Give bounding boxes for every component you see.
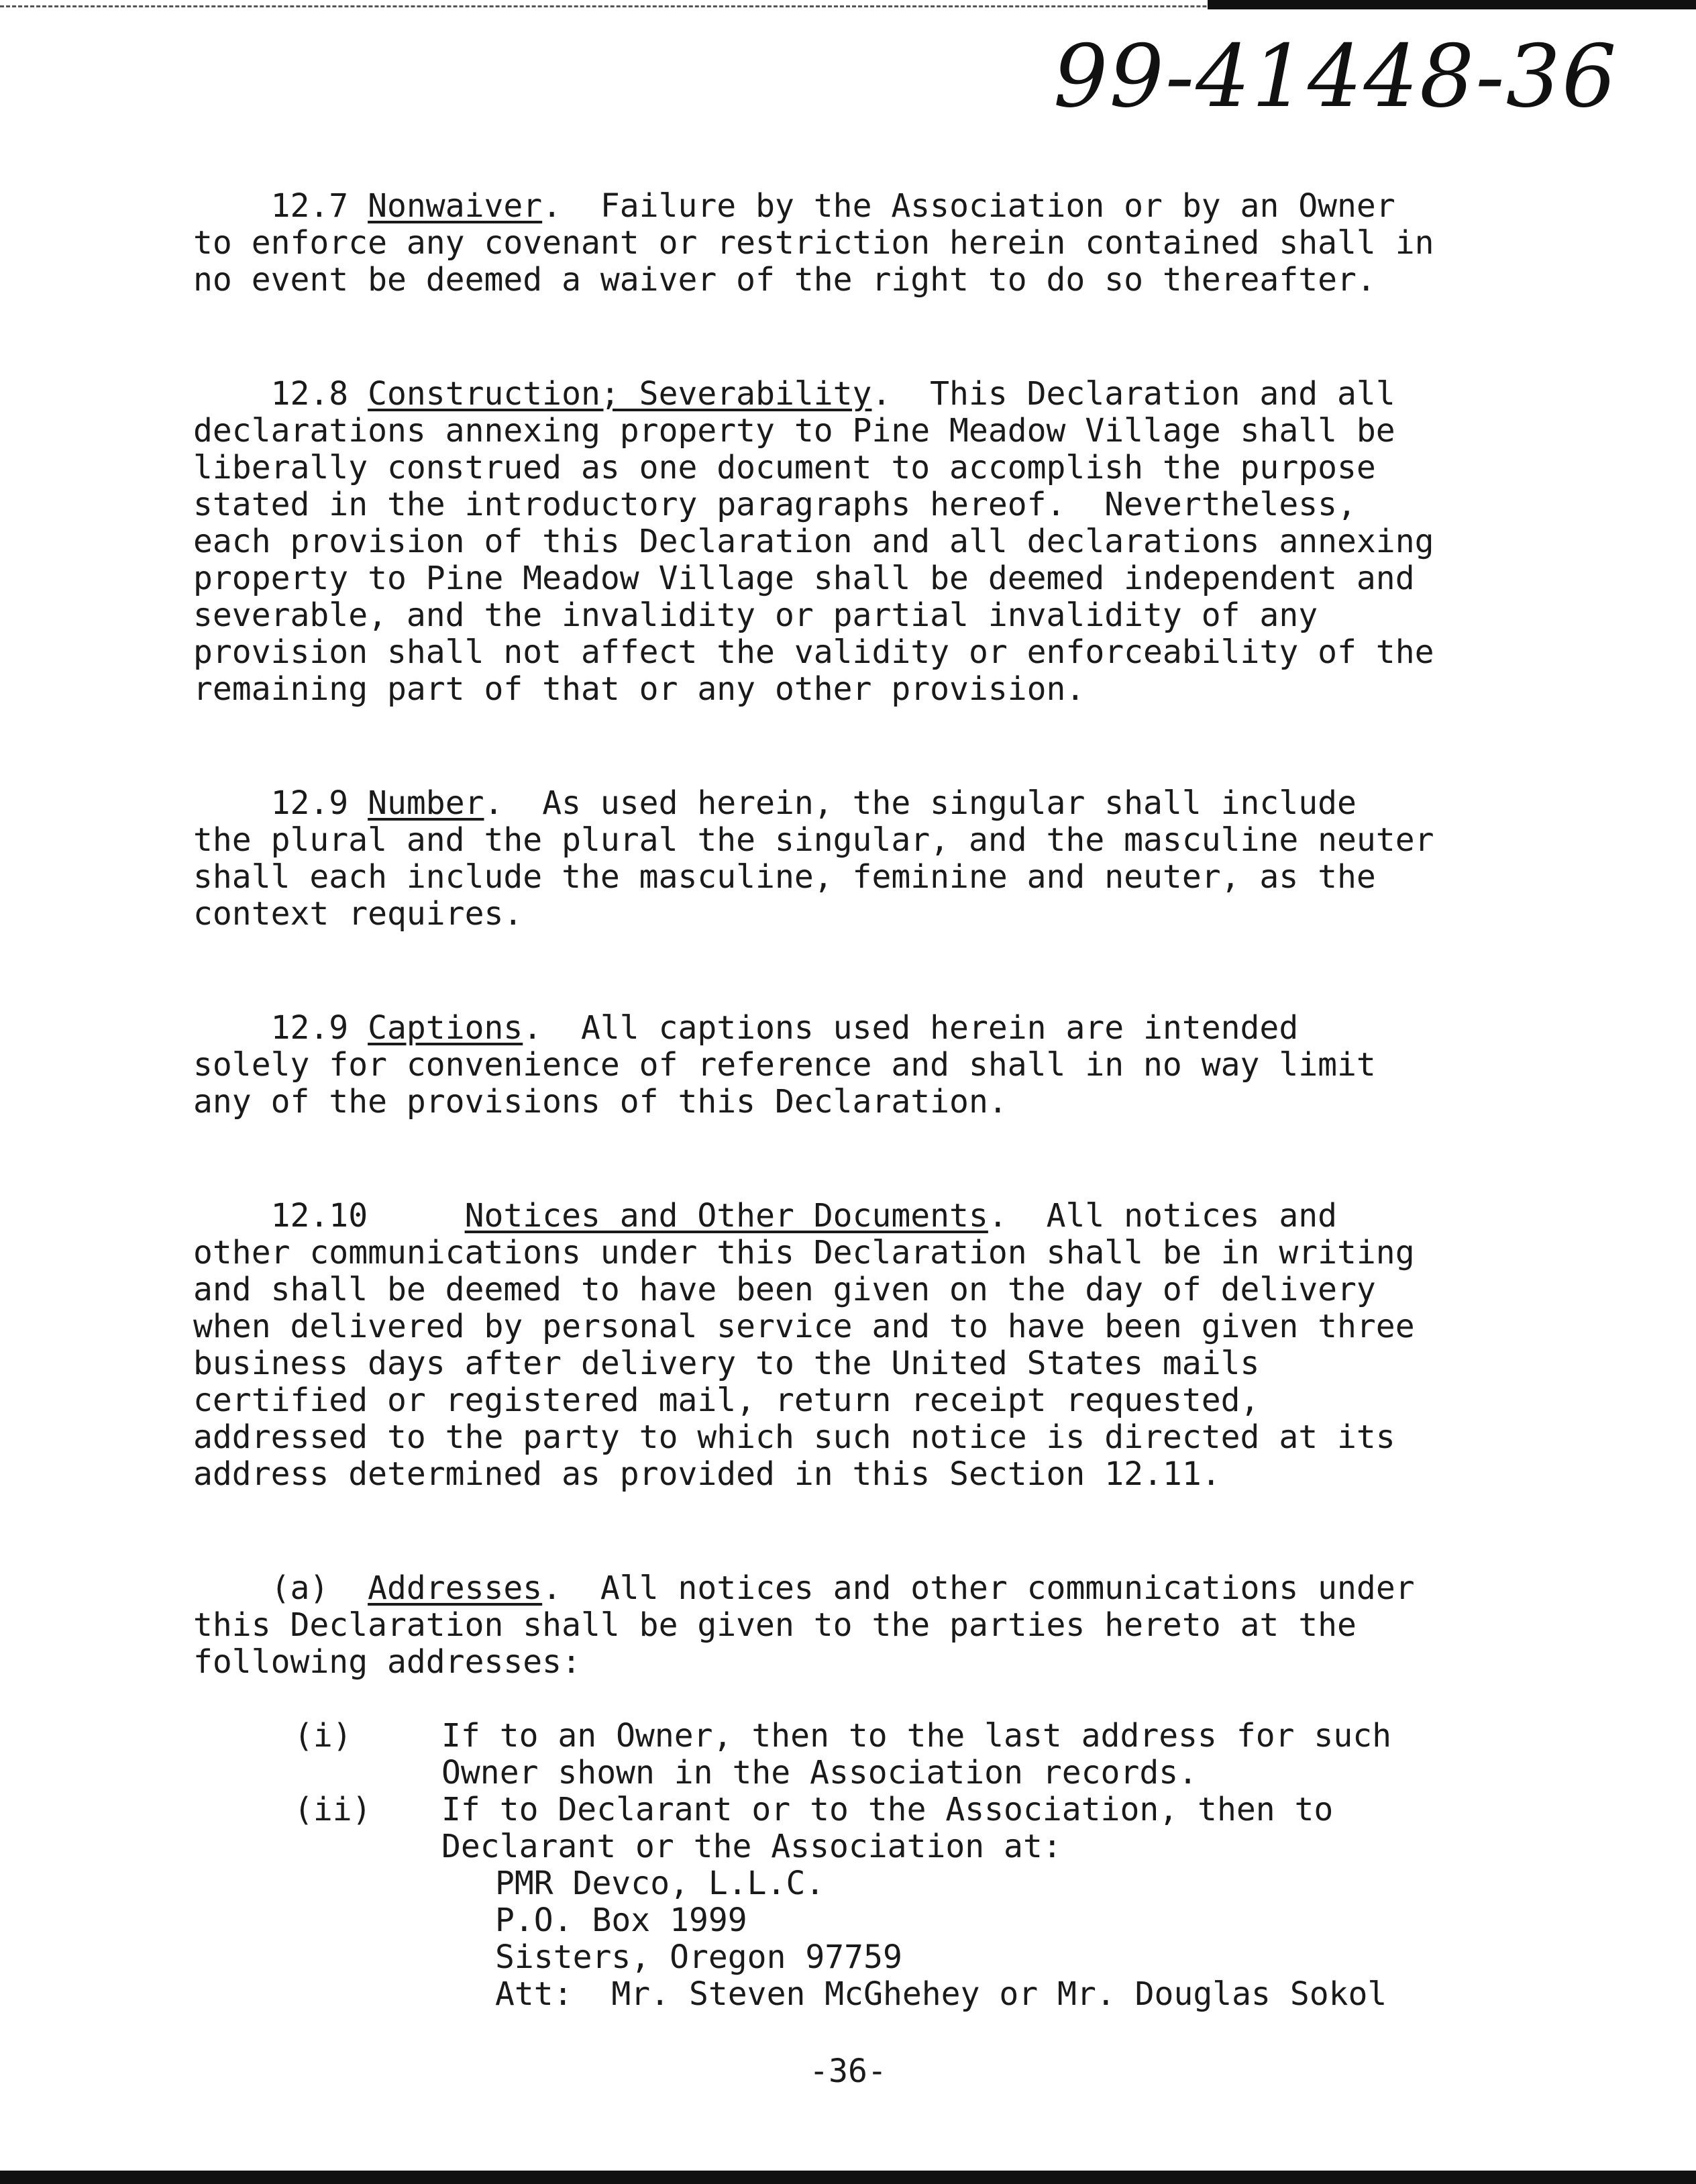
section-line: stated in the introductory paragraphs hereof. Nevertheless, (193, 486, 1357, 523)
section-heading: Captions (368, 1009, 523, 1047)
list-item-i (193, 1718, 1528, 1791)
heading-punctuation: . (542, 187, 562, 225)
list-item-body (441, 1718, 1528, 1791)
address-line: Att: Mr. Steven McGhehey or Mr. Douglas Sokol (495, 1975, 1387, 2013)
document-body (193, 188, 1528, 2013)
section-heading: Nonwaiver (368, 187, 543, 225)
address-line: P.O. Box 1999 (495, 1902, 747, 1939)
section-12-9-captions (193, 1010, 1528, 1121)
section-heading: Number (368, 784, 484, 822)
subsection-heading: Addresses (368, 1569, 543, 1607)
heading-punctuation: . (523, 1009, 543, 1047)
section-line: address determined as provided in this Section 12.11. (193, 1455, 1221, 1493)
section-line: property to Pine Meadow Village shall be deemed independent and (193, 560, 1415, 597)
section-line: following addresses: (193, 1643, 581, 1681)
section-first-line (193, 376, 1528, 413)
section-12-9-number (193, 785, 1528, 933)
section-line: other communications under this Declaration shall be in writing (193, 1234, 1415, 1271)
address-line: PMR Devco, L.L.C. (495, 1865, 825, 1902)
section-line: this Declaration shall be given to the parties hereto at the (193, 1606, 1357, 1644)
section-first-line (193, 785, 1528, 822)
section-number: 12.7 (270, 187, 349, 225)
heading-punctuation: . (871, 375, 892, 413)
section-line: addressed to the party to which such notice is directed at its (193, 1418, 1395, 1456)
section-first-line (193, 1198, 1528, 1235)
section-text: All notices and (1007, 1197, 1338, 1235)
section-12-10 (193, 1198, 1528, 1493)
declarant-address-block (193, 1865, 1528, 2013)
list-item-label: (i) (294, 1717, 352, 1755)
section-line: no event be deemed a waiver of the right to do so thereafter. (193, 261, 1376, 299)
page-number: -36- (809, 2052, 887, 2090)
address-line: Sisters, Oregon 97759 (495, 1938, 902, 1976)
section-line: declarations annexing property to Pine Meadow Village shall be (193, 412, 1395, 450)
section-line: when delivered by personal service and to have been given three (193, 1308, 1415, 1345)
list-item-line: If to Declarant or to the Association, then to (441, 1791, 1334, 1828)
heading-punctuation: . (484, 784, 504, 822)
top-border-bar (1208, 0, 1696, 9)
section-line: provision shall not affect the validity or enforceability of the (193, 633, 1434, 671)
section-number: 12.10 (270, 1197, 368, 1235)
section-12-7 (193, 188, 1528, 299)
section-line: any of the provisions of this Declaration. (193, 1083, 1008, 1121)
section-text: All notices and other communications under (562, 1569, 1415, 1607)
section-first-line (193, 1010, 1528, 1047)
list-item-body (441, 1791, 1528, 1865)
subsection-label: (a) (270, 1569, 329, 1607)
section-line: certified or registered mail, return receipt requested, (193, 1382, 1260, 1419)
section-line: context requires. (193, 895, 523, 933)
section-line: severable, and the invalidity or partial invalidity of any (193, 596, 1318, 634)
section-line: liberally construed as one document to accomplish the purpose (193, 449, 1376, 486)
section-line: each provision of this Declaration and all declarations annexing (193, 523, 1434, 560)
list-item-line: Owner shown in the Association records. (441, 1754, 1198, 1791)
section-line: solely for convenience of reference and shall in no way limit (193, 1046, 1376, 1084)
section-line: remaining part of that or any other provision. (193, 670, 1085, 708)
section-line: the plural and the plural the singular, and the masculine neuter (193, 821, 1434, 859)
heading-punctuation: . (542, 1569, 562, 1607)
section-12-8 (193, 376, 1528, 708)
list-item-line: If to an Owner, then to the last address for such (441, 1717, 1392, 1755)
section-first-line (193, 1570, 1528, 1607)
section-number: 12.8 (270, 375, 349, 413)
section-line: and shall be deemed to have been given on the day of delivery (193, 1271, 1376, 1308)
list-item-line: Declarant or the Association at: (441, 1828, 1062, 1865)
section-line: to enforce any covenant or restriction herein contained shall in (193, 224, 1434, 262)
list-item-ii (193, 1791, 1528, 1865)
section-text: As used herein, the singular shall include (503, 784, 1357, 822)
bottom-border-bar (0, 2171, 1696, 2184)
heading-punctuation: . (988, 1197, 1008, 1235)
section-number: 12.9 (270, 1009, 349, 1047)
section-line: business days after delivery to the United States mails (193, 1345, 1260, 1382)
section-line: shall each include the masculine, feminine and neuter, as the (193, 858, 1376, 896)
list-item-label: (ii) (294, 1791, 372, 1828)
section-heading: Notices and Other Documents (464, 1197, 988, 1235)
subsection-a-addresses (193, 1570, 1528, 1681)
section-first-line (193, 188, 1528, 225)
handwritten-document-number: 99-41448-36 (1053, 27, 1618, 127)
section-heading: Construction; Severability (368, 375, 872, 413)
section-text: All captions used herein are intended (542, 1009, 1299, 1047)
section-text: This Declaration and all (891, 375, 1395, 413)
section-text: Failure by the Association or by an Owner (562, 187, 1395, 225)
section-number: 12.9 (270, 784, 349, 822)
